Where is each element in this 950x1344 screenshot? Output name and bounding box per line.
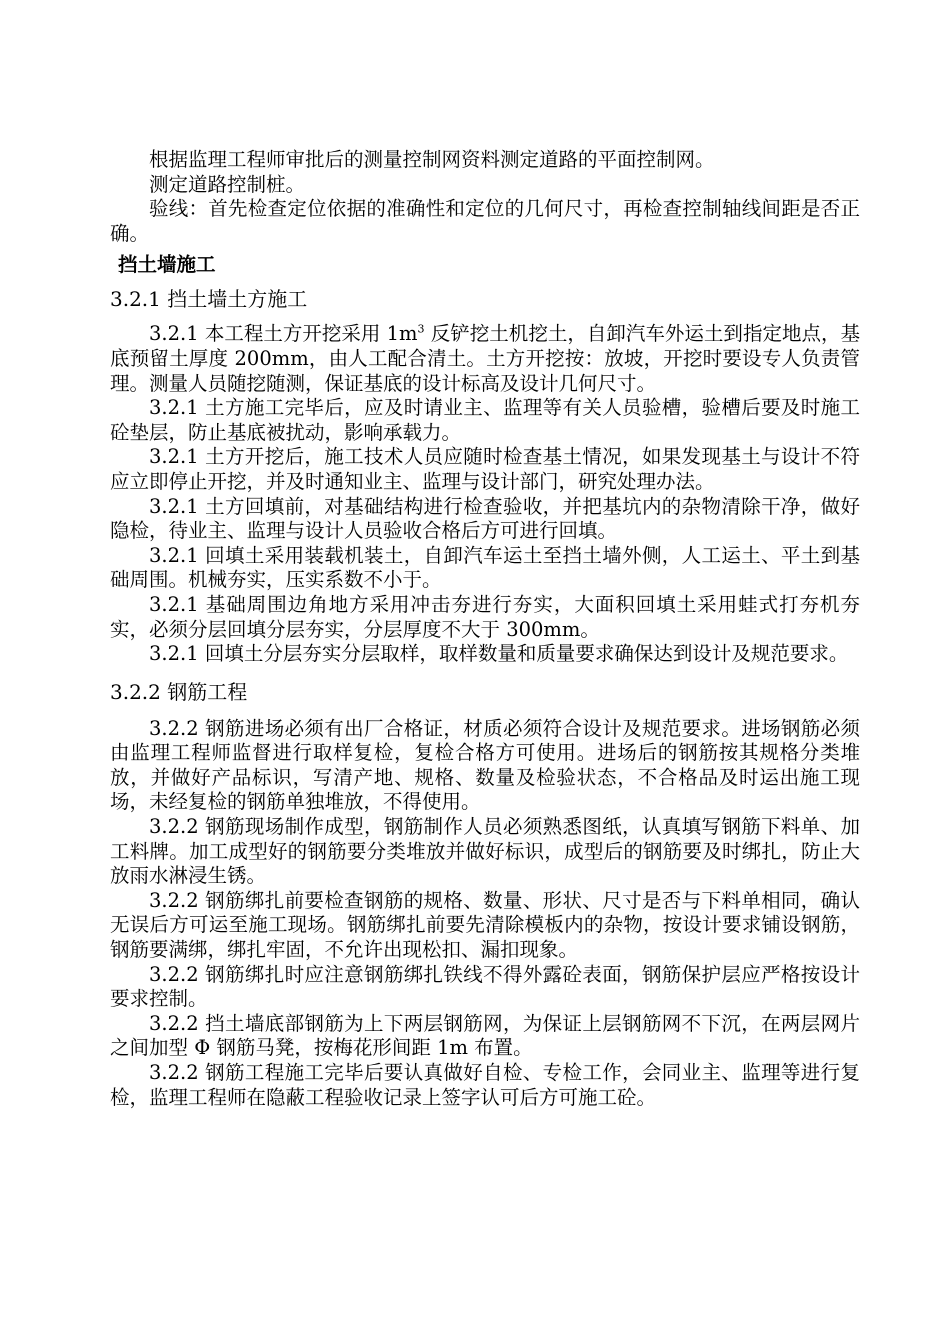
- rebar-paragraph-6: 3.2.2 钢筋工程施工完毕后要认真做好自检、专检工作，会同业主、监理等进行复检，监理工程师在隐蔽工程验收记录上签字认可后方可施工砼。: [110, 1061, 860, 1109]
- earthwork-paragraph-5: 3.2.1 回填土采用装载机装土，自卸汽车运土至挡土墙外侧，人工运土、平土到基础周围。机械夯实，压实系数不小于。: [110, 543, 860, 592]
- document-page: [110, 148, 860, 1110]
- rebar-paragraph-3: 3.2.2 钢筋绑扎前要检查钢筋的规格、数量、形状、尺寸是否与下料单相同，确认无误后方可运至施工现场。钢筋绑扎前要先清除模板内的杂物，按设计要求铺设钢筋，钢筋要满绑，绑扎牢固，不允许出现松扣、漏扣现象。: [110, 888, 860, 962]
- rebar-paragraph-2: 3.2.2 钢筋现场制作成型，钢筋制作人员必须熟悉图纸，认真填写钢筋下料单、加工料牌。加工成型好的钢筋要分类堆放并做好标识，成型后的钢筋要及时绑扎，防止大放雨水淋浸生锈。: [110, 815, 860, 888]
- section-title: 挡土墙施工: [118, 253, 216, 277]
- earthwork-paragraph-2: 3.2.1 土方施工完毕后，应及时请业主、监理等有关人员验槽，验槽后要及时施工砼垫层，防止基底被扰动，影响承载力。: [110, 396, 860, 444]
- earthwork-paragraph-1-post: 反铲挖土机挖土，自卸汽车外运土到指定地点，基底预留土厚度 200mm，由人工配合清土。土方开挖按：放坡，开挖时要设专人负责管理。测量人员随挖随测，保证基底的设计标高及设计几何尺寸。: [110, 322, 860, 395]
- subsection-title-earthwork: 3.2.1 挡土墙土方施工: [110, 287, 308, 312]
- cubic-superscript: 3: [417, 322, 425, 336]
- intro-paragraph-2: 测定道路控制桩。: [149, 172, 306, 196]
- subsection-title-rebar: 3.2.2 钢筋工程: [110, 679, 248, 704]
- intro-paragraph-3: 验线：首先检查定位依据的准确性和定位的几何尺寸，再检查控制轴线间距是否正确。: [110, 197, 860, 245]
- earthwork-paragraph-1-pre: 3.2.1 本工程土方开挖采用 1m: [149, 322, 418, 346]
- rebar-paragraph-1: 3.2.2 钢筋进场必须有出厂合格证，材质必须符合设计及规范要求。进场钢筋必须由监理工程师监督进行取样复检，复检合格方可使用。进场后的钢筋按其规格分类堆放，并做好产品标识，写清产地、规格、数量及检验状态，不合格品及时运出施工现场，未经复检的钢筋单独堆放，不得使用。: [110, 716, 860, 814]
- earthwork-paragraph-4: 3.2.1 土方回填前，对基础结构进行检查验收，并把基坑内的杂物清除干净，做好隐检，待业主、监理与设计人员验收合格后方可进行回填。: [110, 494, 860, 543]
- intro-paragraph-1: 根据监理工程师审批后的测量控制网资料测定道路的平面控制网。: [149, 148, 715, 171]
- earthwork-paragraph-3: 3.2.1 土方开挖后，施工技术人员应随时检查基土情况，如果发现基土与设计不符应立即停止开挖，并及时通知业主、监理与设计部门，研究处理办法。: [110, 445, 860, 493]
- rebar-paragraph-5: 3.2.2 挡土墙底部钢筋为上下两层钢筋网，为保证上层钢筋网不下沉，在两层网片之间加型 Φ 钢筋马凳，按梅花形间距 1m 布置。: [110, 1011, 860, 1060]
- earthwork-paragraph-7: 3.2.1 回填土分层夯实分层取样，取样数量和质量要求确保达到设计及规范要求。: [149, 642, 849, 666]
- rebar-paragraph-4: 3.2.2 钢筋绑扎时应注意钢筋绑扎铁线不得外露砼表面，钢筋保护层应严格按设计要求控制。: [110, 962, 860, 1011]
- earthwork-paragraph-1: [110, 322, 860, 396]
- earthwork-paragraph-6: 3.2.1 基础周围边角地方采用冲击夯进行夯实，大面积回填土采用蛙式打夯机夯实，必须分层回填分层夯实，分层厚度不大于 300mm。: [110, 592, 860, 641]
